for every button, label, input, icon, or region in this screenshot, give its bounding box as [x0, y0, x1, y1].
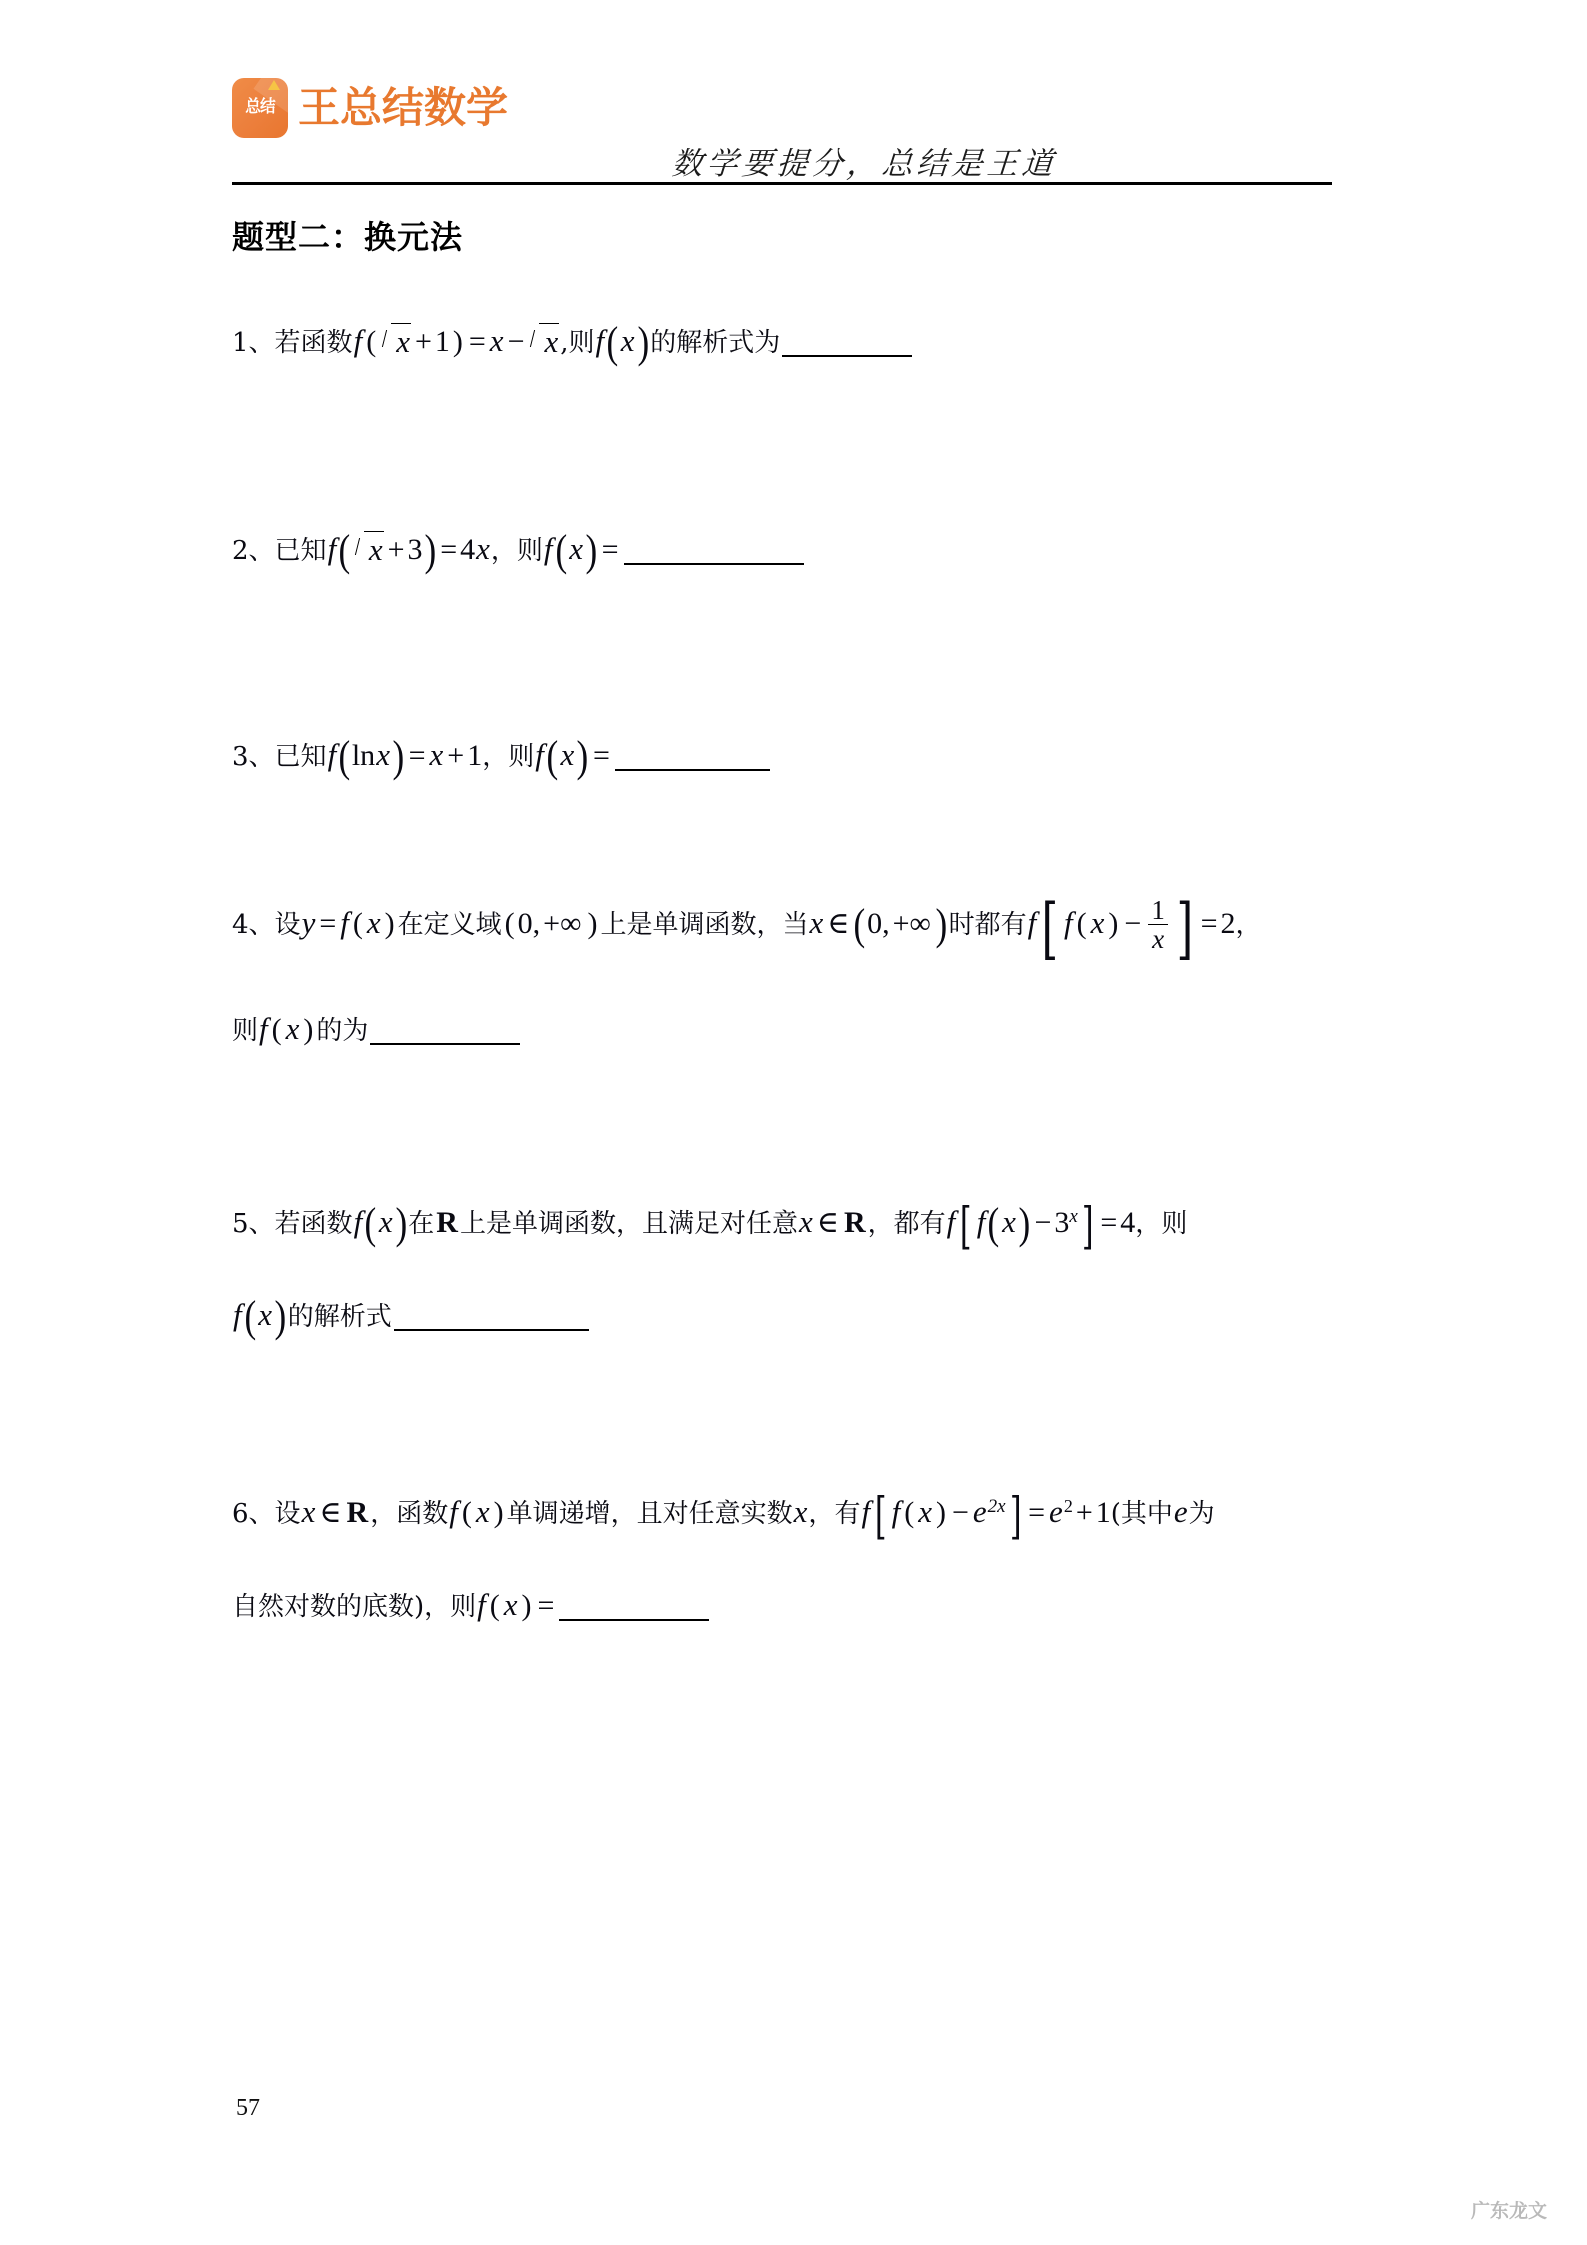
math-token: (: [489, 1589, 500, 1622]
math-token: f: [1064, 905, 1073, 941]
math-token: ，: [370, 1499, 397, 1529]
math-token: f: [327, 531, 337, 566]
question-number: 4、: [232, 910, 275, 941]
math-token: f: [340, 905, 349, 941]
math-token: x: [366, 905, 381, 941]
math-token: 2x: [987, 1496, 1006, 1517]
math-token: ln: [351, 739, 376, 772]
math-token: ∈: [816, 1206, 839, 1239]
math-token: 1: [1095, 1496, 1111, 1529]
math-token: f: [233, 1297, 242, 1332]
logo-badge-text: 总结: [245, 97, 275, 118]
math-token: f: [595, 323, 605, 358]
brand-logo: [232, 78, 508, 138]
math-token: 单调递增，且对任意实数: [506, 1499, 793, 1529]
math-token: ，: [1235, 910, 1262, 941]
question-3-line-1: 3、已知f(lnx) = x + 1，则f(x) =: [232, 738, 770, 772]
math-token: e: [1173, 1494, 1188, 1529]
math-token: x: [376, 737, 390, 772]
math-token: R: [843, 1206, 866, 1239]
math-token: 3: [407, 533, 423, 566]
math-token: 2: [1063, 1496, 1073, 1516]
math-token: =: [468, 325, 486, 358]
math-token: 则: [516, 536, 543, 566]
math-token: x: [560, 737, 575, 772]
math-token: f: [353, 323, 363, 358]
math-token: +∞: [543, 907, 582, 941]
math-token: ∈: [827, 907, 850, 941]
sqrt-expression: x: [528, 322, 559, 358]
math-token: e: [1049, 1494, 1063, 1529]
answer-blank[interactable]: [394, 1299, 589, 1331]
math-token: 在定义域: [397, 910, 502, 941]
math-token: 4: [1120, 1206, 1136, 1239]
math-token: ，: [1135, 1209, 1162, 1239]
math-token: ，: [808, 1499, 835, 1529]
math-token: 的解析式: [287, 1302, 392, 1332]
math-token: 上是单调函数，: [600, 910, 783, 941]
crown-icon: [268, 80, 280, 90]
math-token: ∈: [319, 1496, 342, 1529]
math-token: x: [258, 1297, 273, 1332]
math-token: 设: [274, 910, 301, 941]
math-token: e: [972, 1494, 987, 1529]
math-token: ，: [867, 1209, 894, 1239]
math-token: x: [429, 737, 444, 772]
math-token: (: [904, 1496, 915, 1529]
math-token: ,则: [560, 328, 595, 358]
math-token: +: [447, 739, 465, 772]
math-token: −: [951, 1496, 969, 1529]
math-token: 的解析式为: [650, 328, 781, 358]
math-token: 为: [1188, 1499, 1215, 1529]
question-number: 3、: [232, 742, 275, 772]
math-token: 0,: [517, 907, 541, 941]
question-number: 5、: [232, 1209, 275, 1239]
question-number: 6、: [232, 1499, 275, 1529]
math-token: 当: [782, 910, 809, 941]
math-token: 设: [274, 1499, 301, 1529]
logo-wordmark: 王总结数学: [298, 83, 509, 132]
math-token: x: [1002, 1204, 1016, 1239]
math-token: f: [1027, 905, 1037, 941]
math-token: 都有: [893, 1209, 946, 1239]
math-token: (: [504, 907, 515, 941]
fraction: $\frac{1}{x}$: [1148, 896, 1168, 954]
math-token: ): [1108, 907, 1119, 941]
math-token: f: [327, 737, 337, 772]
math-token: ): [452, 325, 463, 358]
page-number: 57: [236, 2095, 260, 2121]
math-token: x: [475, 1494, 490, 1529]
math-token: =: [1100, 1206, 1118, 1239]
math-token: x: [489, 323, 504, 358]
math-token: =: [537, 1589, 555, 1622]
question-5-line-2: f(x)的解析式: [232, 1298, 589, 1332]
math-token: x: [285, 1011, 300, 1046]
math-token: f: [259, 1011, 268, 1046]
answer-blank[interactable]: [624, 533, 804, 565]
math-token: 时都有: [948, 910, 1027, 941]
math-token: y: [301, 905, 316, 941]
math-token: x: [378, 1204, 393, 1239]
document-header: [232, 60, 1332, 180]
math-token: (其中: [1110, 1499, 1173, 1529]
math-token: 1: [434, 325, 450, 358]
math-token: =: [440, 533, 458, 566]
header-divider: [232, 182, 1332, 185]
math-token: f: [535, 737, 544, 772]
math-token: 已知: [274, 742, 327, 772]
math-token: R: [346, 1496, 369, 1529]
math-token: (: [461, 1496, 472, 1529]
header-tagline: 数学要提分，总结是王道: [670, 146, 1059, 181]
math-token: (: [352, 907, 363, 941]
question-4-line-1: 4、设y = f ( x ) 在定义域 ( 0, +∞ ) 上是单调函数，当x ∈ (0, +∞ )时都有f[ f ( x ) − $\frac{1}{x}$ ] = 2，: [232, 890, 1262, 968]
math-token: x: [809, 905, 824, 941]
question-5-line-1: 5、若函数f(x)在R上是单调函数，且满足对任意x ∈ R，都有f[ $f(x) - 3^x] = 4$，则: [232, 1197, 1188, 1255]
math-token: +: [414, 325, 432, 358]
answer-blank[interactable]: [782, 325, 912, 357]
answer-blank[interactable]: [370, 1013, 520, 1045]
math-token: ，: [490, 536, 517, 566]
math-token: 有: [834, 1499, 861, 1529]
math-token: x: [1090, 905, 1105, 941]
math-token: +∞: [892, 907, 931, 941]
math-token: f: [353, 1204, 363, 1239]
math-token: =: [601, 533, 619, 566]
math-token: ): [521, 1589, 532, 1622]
math-token: f: [946, 1204, 956, 1239]
math-token: 则: [232, 1016, 259, 1046]
math-token: −: [1034, 1206, 1052, 1239]
math-token: x: [503, 1587, 518, 1622]
math-token: (: [271, 1013, 282, 1046]
math-token: −: [1124, 907, 1142, 941]
math-token: x: [793, 1494, 808, 1529]
math-token: 3: [1054, 1206, 1070, 1239]
math-token: =: [408, 739, 426, 772]
math-token: x: [569, 531, 583, 566]
math-token: f: [477, 1587, 486, 1622]
math-token: 上是单调函数，且满足对任意: [459, 1209, 798, 1239]
math-token: =: [1028, 1496, 1046, 1529]
question-6-line-1: 6、设x ∈ R，函数f ( x ) 单调递增，且对任意实数x，有f[ f ( x ) − $e^{2x}] = e^2 + 1$(其中e为: [232, 1487, 1215, 1545]
sqrt-expression: x: [353, 530, 384, 566]
math-token: 的为: [316, 1016, 369, 1046]
math-token: f: [891, 1494, 901, 1529]
math-token: (: [1076, 907, 1087, 941]
math-token: x: [918, 1494, 932, 1529]
question-6-line-2: [232, 1588, 709, 1622]
math-token: 已知: [274, 536, 327, 566]
math-token: (: [366, 325, 377, 358]
math-token: ): [587, 907, 598, 941]
math-token: x: [620, 323, 635, 358]
logo-badge-icon: [232, 78, 288, 138]
math-token: x: [301, 1494, 316, 1529]
math-token: f: [976, 1204, 986, 1239]
math-token: 2: [1220, 907, 1236, 941]
math-token: +: [1075, 1496, 1093, 1529]
math-token: f: [543, 531, 553, 566]
math-token: 在: [408, 1209, 435, 1239]
question-1-line-1: 1、若函数f ( x + 1 ) = x − x,则f(x)的解析式为: [232, 322, 912, 358]
math-token: 函数: [396, 1499, 449, 1529]
watermark: 广东龙文: [1470, 2200, 1547, 2222]
math-token: 若函数: [274, 328, 353, 358]
answer-blank[interactable]: [559, 1589, 709, 1621]
sqrt-expression: x: [380, 322, 411, 358]
math-token: =: [1200, 907, 1218, 941]
math-token: 1: [467, 739, 483, 772]
math-token: x: [1069, 1206, 1078, 1227]
math-token: ): [935, 1496, 946, 1529]
math-token: ): [493, 1496, 504, 1529]
math-token: 若函数: [274, 1209, 353, 1239]
question-2-line-1: 2、已知f( x + 3) = 4x，则f(x) =: [232, 530, 804, 566]
math-token: −: [507, 325, 525, 358]
math-token: 则: [1161, 1209, 1188, 1239]
math-token: x: [798, 1204, 813, 1239]
math-token: +: [387, 533, 405, 566]
page-title: 题型二：换元法: [232, 218, 464, 256]
math-token: R: [436, 1206, 458, 1239]
math-token: ): [384, 907, 395, 941]
question-4-line-2: [232, 1012, 520, 1046]
math-token: =: [592, 739, 610, 772]
math-token: ，: [482, 742, 509, 772]
math-token: 自然对数的底数)，则: [232, 1592, 477, 1622]
math-token: 4: [460, 533, 476, 566]
math-token: 则: [508, 742, 535, 772]
math-token: f: [861, 1494, 871, 1529]
math-token: =: [319, 907, 337, 941]
question-number: 1、: [232, 328, 275, 358]
math-token: 0,: [867, 907, 890, 941]
math-token: ): [303, 1013, 314, 1046]
math-token: f: [449, 1494, 458, 1529]
question-number: 2、: [232, 536, 275, 566]
math-token: x: [476, 531, 490, 566]
answer-blank[interactable]: [615, 739, 770, 771]
